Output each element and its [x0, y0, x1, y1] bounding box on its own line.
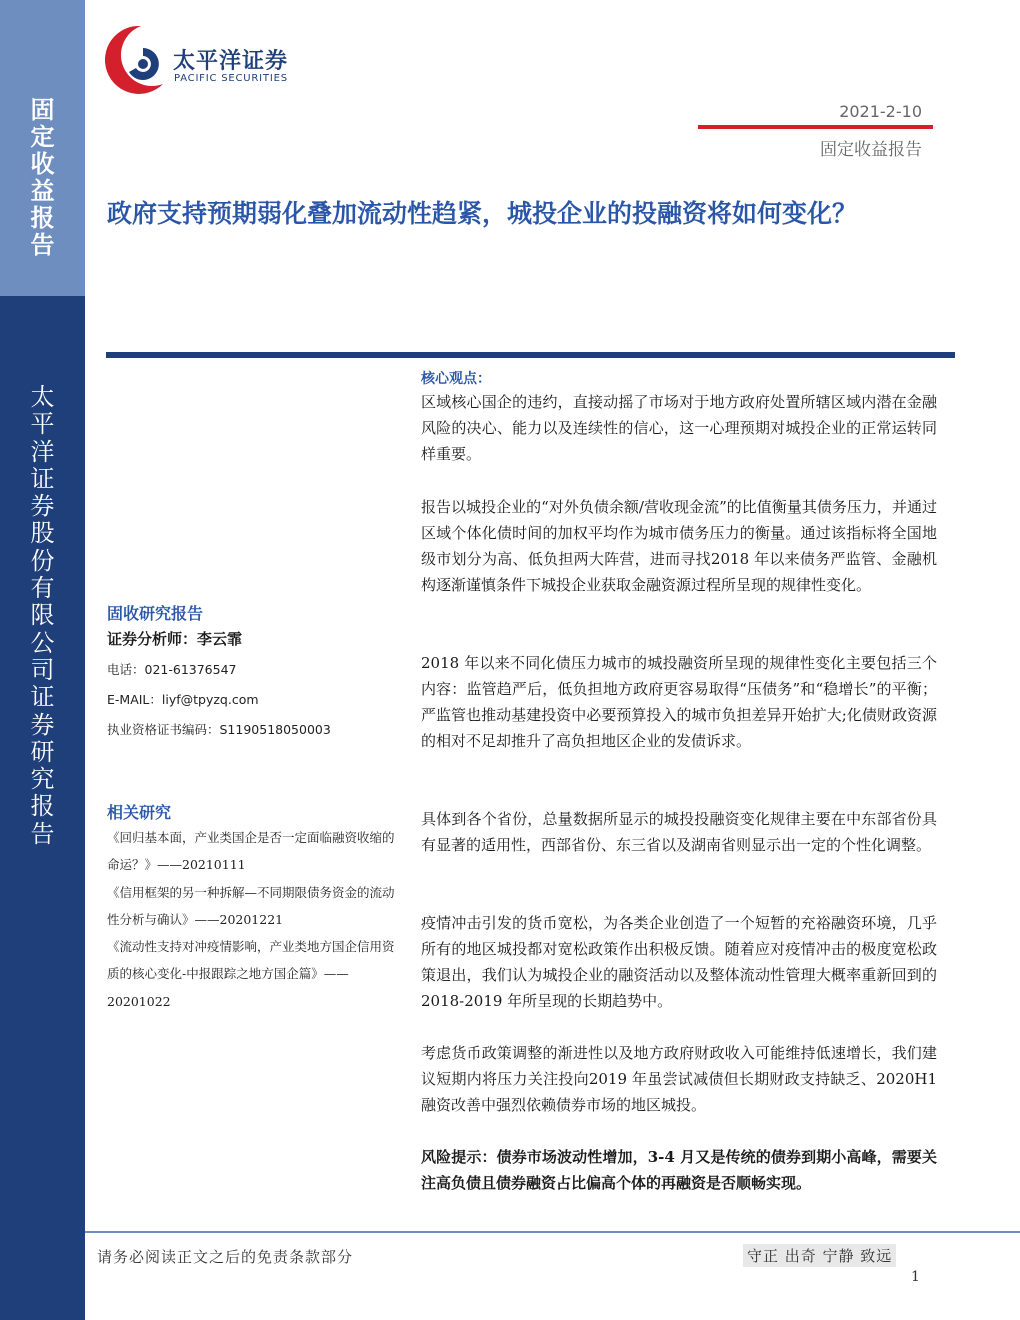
logo-english-name: PACIFIC SECURITIES: [174, 73, 288, 84]
logo-chinese-name: 太平洋证券: [173, 49, 289, 74]
footer-disclaimer: 请务必阅读正文之后的免责条款部分: [97, 1248, 354, 1266]
core-paragraph: 2018 年以来不同化债压力城市的城投融资所呈现的规律性变化主要包括三个内容：监管趋严后，低负担地方政府更容易取得“压债务”和“稳增长”的平衡；严监管也推动基建投资中必要预算投入的城市负担差异开始扩大;化债财政资源的相对不足却推升了高负担地区企业的发债诉求。: [421, 654, 937, 750]
related-item[interactable]: 《流动性支持对冲疫情影响，产业类地方国企信用资质的核心变化-中报跟踪之地方国企篇》——20201022: [107, 939, 395, 1009]
core-paragraph: 考虑货币政策调整的渐进性以及地方政府财政收入可能维持低速增长，我们建议短期内将压力关注投向2019 年虽尝试减债但长期财政支持缺乏、2020H1 融资改善中强烈依赖债券市场的地区城投。: [421, 1044, 937, 1114]
analyst-email[interactable]: E-MAIL：liyf@tpyzq.com: [107, 692, 259, 707]
report-title: 政府支持预期弱化叠加流动性趋紧，城投企业的投融资将如何变化？: [107, 199, 858, 228]
header-red-bar: [698, 125, 933, 129]
title-divider: [106, 352, 955, 358]
related-item[interactable]: 《信用框架的另一种拆解—不同期限债务资金的流动性分析与确认》——20201221: [107, 884, 395, 927]
core-paragraph: 区域核心国企的违约，直接动摇了市场对于地方政府处置所辖区域内潜在金融风险的决心、能力以及连续性的信心，这一心理预期对城投企业的正常运转同样重要。: [421, 393, 937, 463]
related-research-list: [107, 824, 399, 1015]
footer-motto: 守正 出奇 宁静 致远: [743, 1244, 896, 1267]
sidebar-company-label: 太 平 洋 证 券 股 份 有 限 公 司 证 券 研 究 报 告: [30, 383, 55, 848]
core-paragraph: 具体到各个省份，总量数据所显示的城投投融资变化规律主要在中东部省份具有显著的适用性，西部省份、东三省以及湖南省则显示出一定的个性化调整。: [421, 810, 937, 854]
footer-divider: [85, 1231, 1020, 1233]
analyst-license: 执业资格证书编码：S1190518050003: [107, 722, 331, 737]
pacific-logo-icon: [105, 22, 167, 98]
analyst-phone: 电话：021-61376547: [107, 662, 237, 677]
core-viewpoints-title: 核心观点：: [421, 371, 491, 387]
sidebar-report-label: 固 定 收 益 报 告: [30, 95, 55, 259]
sidebar-bottom-band: [0, 296, 85, 1320]
report-date: 2021-2-10: [839, 102, 922, 121]
related-research-title: 相关研究: [107, 803, 172, 822]
related-item[interactable]: 《回归基本面，产业类国企是否一定面临融资收缩的命运？》——20210111: [107, 830, 395, 873]
risk-warning: 风险提示：债券市场波动性增加，3-4 月又是传统的债券到期小高峰，需要关注高负债且债券融资占比偏高个体的再融资是否顺畅实现。: [421, 1148, 937, 1192]
core-paragraph: 报告以城投企业的“对外负债余额/营收现金流”的比值衡量其债务压力，并通过区域个体化债时间的加权平均作为城市债务压力的衡量。通过该指标将全国地级市划分为高、低负担两大阵营，进而寻找2018 年以来债务严监管、金融机构逐渐谨慎条件下城投企业获取金融资源过程所呈现的规律性变化。: [421, 498, 937, 594]
company-logo: [105, 20, 295, 100]
core-paragraph: 疫情冲击引发的货币宽松，为各类企业创造了一个短暂的充裕融资环境，几乎所有的地区城投都对宽松政策作出积极反馈。随着应对疫情冲击的极度宽松政策退出，我们认为城投企业的融资活动以及整体流动性管理大概率重新回到的2018-2019 年所呈现的长期趋势中。: [421, 914, 937, 1010]
analyst-name: 证券分析师：李云霏: [107, 630, 243, 648]
sidebar-top-band: [0, 0, 85, 296]
report-category-label: 固收研究报告: [107, 604, 204, 623]
report-type: 固定收益报告: [820, 140, 922, 160]
page-number: 1: [911, 1269, 920, 1285]
